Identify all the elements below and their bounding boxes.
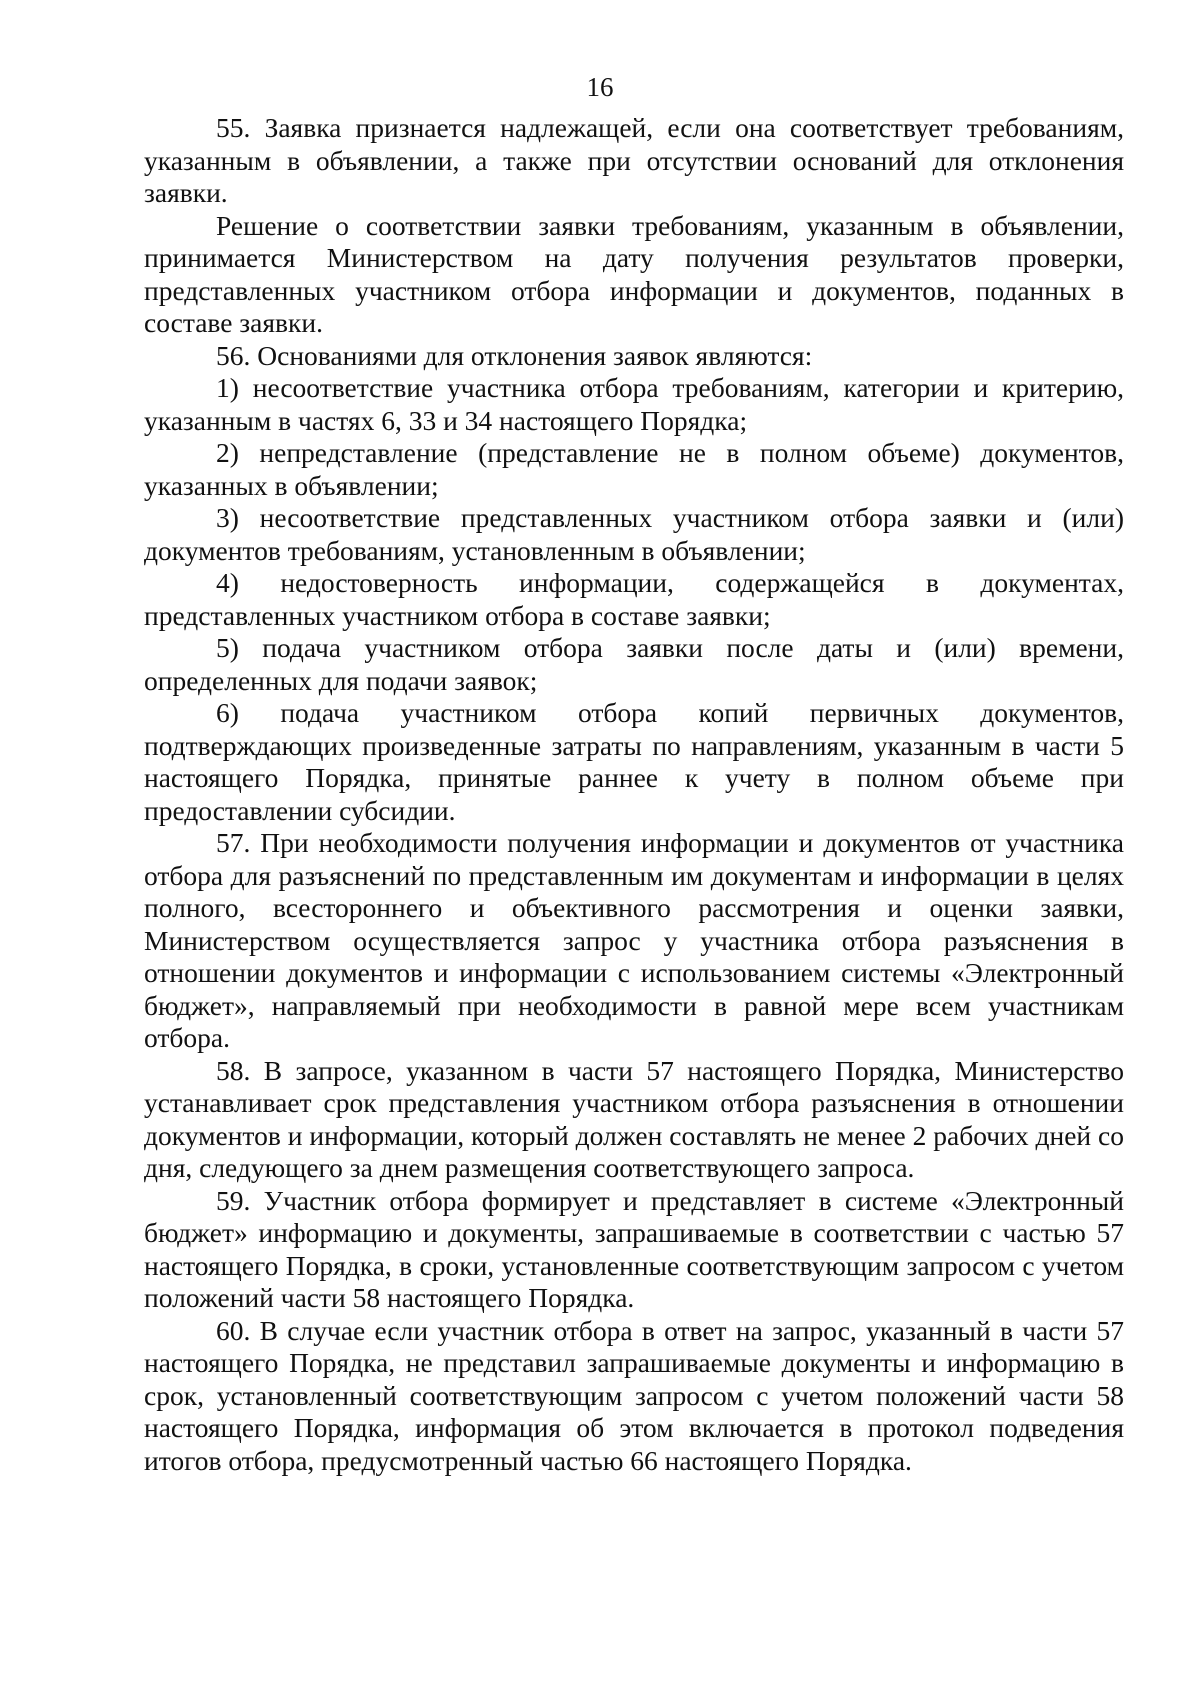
page-number: 16	[586, 72, 614, 102]
list-item-6: 6) подача участником отбора копий первичных документов, подтверждающих произведенные затраты по направлениям, указанным в части 5 настоящего Порядка, принятые раннее к учету в полном объеме при предоставлении субсидии.	[144, 697, 1124, 826]
paragraph-57: 57. При необходимости получения информации и документов от участника отбора для разъяснений по представленным им документам и информации в целях полного, всестороннего и объективного рассмотрения и оценки заявки, Министерством осуществляется запрос у участника отбора разъяснения в отношении документов и информации с использованием системы «Электронный бюджет», направляемый при необходимости в равной мере всем участникам отбора.	[144, 827, 1124, 1053]
paragraph-60: 60. В случае если участник отбора в ответ на запрос, указанный в части 57 настоящего Порядка, не представил запрашиваемые документы и информацию в срок, установленный соответствующим запросом с учетом положений части 58 настоящего Порядка, информация об этом включается в протокол подведения итогов отбора, предусмотренный частью 66 настоящего Порядка.	[144, 1314, 1124, 1476]
list-item-5: 5) подача участником отбора заявки после даты и (или) времени, определенных для подачи заявок;	[144, 632, 1124, 696]
paragraph-58: 58. В запросе, указанном в части 57 настоящего Порядка, Министерство устанавливает срок представления участником отбора разъяснения в отношении документов и информации, который должен составлять не менее 2 рабочих дней со дня, следующего за днем размещения соответствующего запроса.	[144, 1054, 1124, 1183]
list-item-3: 3) несоответствие представленных участником отбора заявки и (или) документов требованиям, установленным в объявлении;	[144, 502, 1124, 566]
paragraph-56: 56. Основаниями для отклонения заявок являются:	[216, 339, 813, 371]
list-item-2: 2) непредставление (представление не в полном объеме) документов, указанных в объявлении;	[144, 437, 1124, 501]
list-item-1: 1) несоответствие участника отбора требованиям, категории и критерию, указанным в частях 6, 33 и 34 настоящего Порядка;	[144, 372, 1124, 436]
paragraph-59: 59. Участник отбора формирует и представляет в системе «Электронный бюджет» информацию и документы, запрашиваемые в соответствии с частью 57 настоящего Порядка, в сроки, установленные соответствующим запросом с учетом положений части 58 настоящего Порядка.	[144, 1184, 1124, 1313]
paragraph-decision: Решение о соответствии заявки требованиям, указанным в объявлении, принимается Министерством на дату получения результатов проверки, представленных участником отбора информации и документов, поданных в составе заявки.	[144, 209, 1124, 338]
document-body	[144, 112, 1124, 1477]
paragraph-55: 55. Заявка признается надлежащей, если она соответствует требованиям, указанным в объявлении, а также при отсутствии оснований для отклонения заявки.	[144, 112, 1124, 208]
list-item-4: 4) недостоверность информации, содержащейся в документах, представленных участником отбора в составе заявки;	[144, 567, 1124, 631]
